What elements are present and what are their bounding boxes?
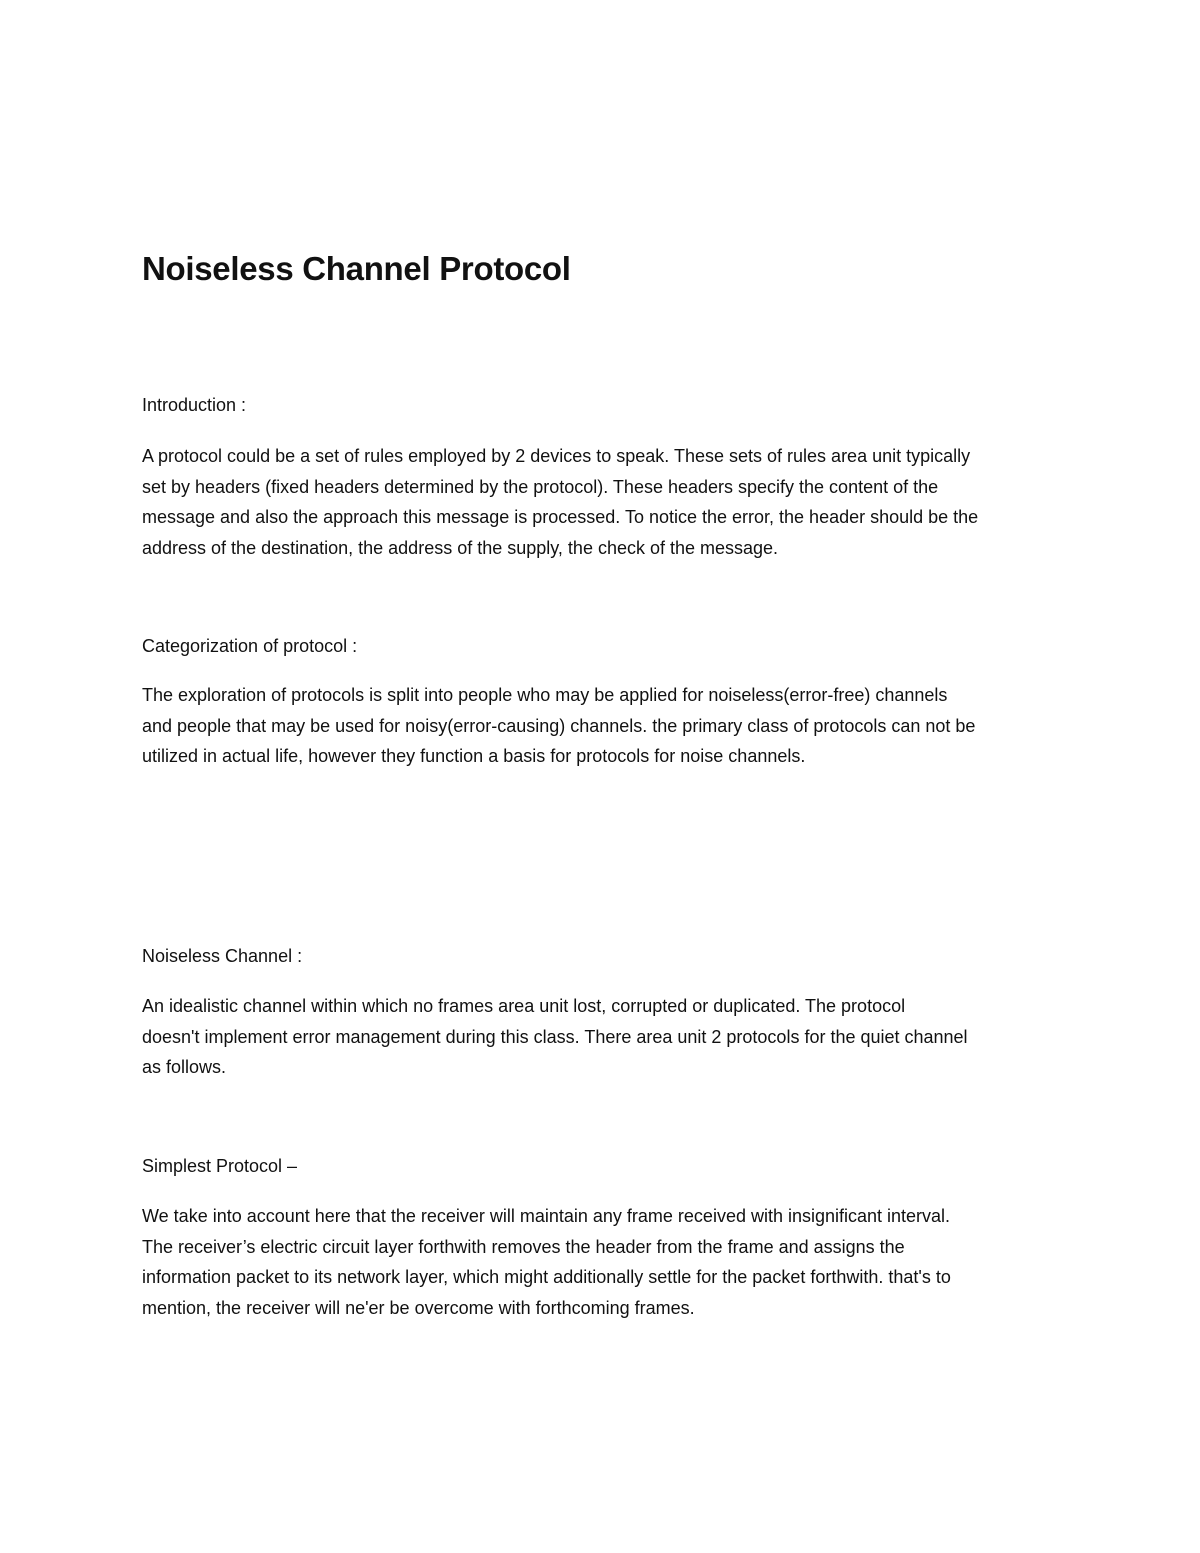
section-heading-introduction: Introduction : <box>142 395 247 415</box>
section-heading-simplest-protocol: Simplest Protocol – <box>142 1156 298 1176</box>
paragraph-line: An idealistic channel within which no frames area unit lost, corrupted or duplicated. The protocol <box>142 996 906 1016</box>
paragraph-line: utilized in actual life, however they function a basis for protocols for noise channels. <box>142 746 806 766</box>
paragraph-line: and people that may be used for noisy(error-causing) channels. the primary class of protocols can not be <box>142 715 976 736</box>
section-paragraph-noiseless-channel <box>142 991 1072 1083</box>
paragraph-line: message and also the approach this message is processed. To notice the error, the header should be the <box>142 507 979 527</box>
section-heading-categorization: Categorization of protocol : <box>142 636 358 656</box>
paragraph-line: The receiver’s electric circuit layer forthwith removes the header from the frame and assigns the <box>142 1236 905 1257</box>
page-title: Noiseless Channel Protocol <box>142 250 571 287</box>
paragraph-line: doesn't implement error management during this class. There area unit 2 protocols for the quiet channel <box>142 1026 968 1047</box>
section-heading-noiseless-channel: Noiseless Channel : <box>142 946 303 966</box>
paragraph-line: A protocol could be a set of rules employed by 2 devices to speak. These sets of rules area unit typically <box>142 446 971 466</box>
section-paragraph-simplest-protocol <box>142 1201 1072 1323</box>
paragraph-line: We take into account here that the receiver will maintain any frame received with insignificant interval. <box>142 1206 951 1226</box>
paragraph-line: The exploration of protocols is split into people who may be applied for noiseless(error-free) channels <box>142 685 948 705</box>
paragraph-line: information packet to its network layer, which might additionally settle for the packet forthwith. that's to <box>142 1267 951 1287</box>
section-paragraph-introduction <box>142 441 1072 563</box>
paragraph-line: address of the destination, the address of the supply, the check of the message. <box>142 537 779 558</box>
section-paragraph-categorization <box>142 680 1072 772</box>
paragraph-line: mention, the receiver will ne'er be overcome with forthcoming frames. <box>142 1297 695 1318</box>
paragraph-line: set by headers (fixed headers determined by the protocol). These headers specify the content of the <box>142 476 939 497</box>
paragraph-line: as follows. <box>142 1057 227 1077</box>
